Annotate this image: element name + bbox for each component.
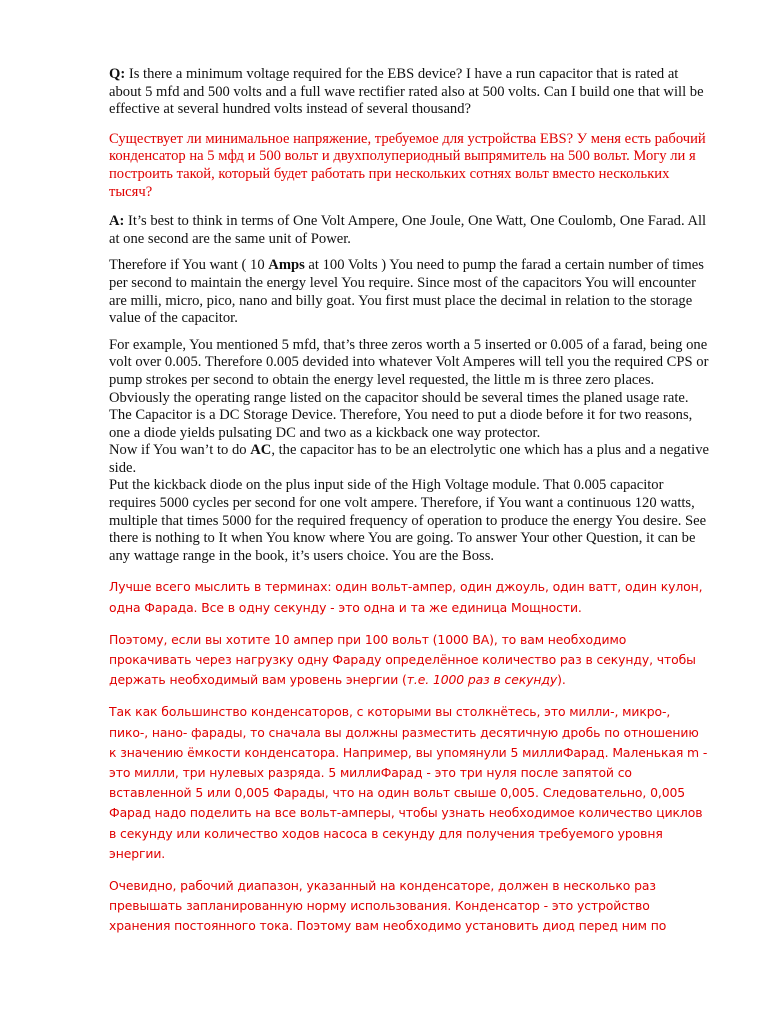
question-text: Is there a minimum voltage required for the EBS device? I have a run capacitor that is rated at about 5 mfd and 500 volts and a full wave rectifier rated also at 500 volts. Can I build one that will be effective at several hundred volts instead of several thousand? — [109, 66, 704, 118]
document-page — [109, 66, 709, 937]
answer-label: A: — [109, 213, 125, 230]
translation-paragraph-4: Очевидно, рабочий диапазон, указанный на конденсаторе, должен в несколько раз превышать запланированную норму использования. Конденсатор - это устройство хранения постоянного тока. Поэтому вам необходимо установить диод перед ним по — [109, 878, 667, 934]
answer-paragraph — [109, 213, 709, 248]
kickback-paragraph: Put the kickback diode on the plus input side of the High Voltage module. That 0.005 capacitor requires 5000 cycles per second for one volt ampere. Therefore, if You want a continuous 120 watts, multiple that times 5000 for the required frequency of operation to produce the energy You desire. See there is nothing to It when You know where You are going. To answer Your other Question, it can be any wattage range in the book, it’s users choice. You are the Boss. — [109, 477, 707, 564]
example-paragraph: For example, You mentioned 5 mfd, that’s three zeros worth a 5 inserted or 0.005 of a farad, being one volt over 0.005. Therefore 0.005 devided into whatever Volt Amperes will tell you the required CPS or pump strokes per second to obtain the energy level requested, the little m is three zero places. Obviously the operating range listed on the capacitor should be several times the planed usage rate. The Capacitor is a DC Storage Device. Therefore, You need to put a diode before it for two reasons, one a diode yields pulsating DC and two as a kickback one way protector. — [109, 336, 709, 441]
translation-2-end: ). — [557, 672, 566, 688]
question-translation: Существует ли минимальное напряжение, требуемое для устройства EBS? У меня есть рабочий конденсатор на 5 мфд и 500 вольт и двухполупериодный выпрямитель на 500 вольт. Могу ли я построить такой, который будет работать при нескольких сотнях вольт вместо нескольких тысяч? — [109, 130, 706, 200]
therefore-text-start: Therefore if You want ( 10 — [109, 257, 269, 274]
therefore-amps: Amps — [268, 257, 305, 274]
therefore-text-end: at 100 Volts ) You need to pump the farad a certain number of times per second to maintain the energy level You require. Since most of the capacitors You will encounter are milli, micro, pico, nano and billy goat. You first must place the decimal in relation to the storage value of the capacitor. — [109, 257, 704, 327]
ac-bold: AC — [250, 442, 272, 459]
ac-text-end: , the capacitor has to be an electrolytic one which has a plus and a negative side. — [109, 442, 709, 476]
ac-text-start: Now if You wan’t to do — [109, 442, 251, 459]
question-paragraph — [109, 66, 709, 119]
translation-paragraph-1: Лучше всего мыслить в терминах: один вольт-ампер, один джоуль, один ватт, один кулон, одна Фарада. Все в одну секунду - это одна и та же единица Мощности. — [109, 579, 703, 615]
answer-text: It’s best to think in terms of One Volt Ampere, One Joule, One Watt, One Coulomb, One Farad. All at one second are the same unit of Power. — [109, 213, 707, 247]
ac-paragraph — [109, 442, 709, 477]
question-label: Q: — [109, 66, 126, 82]
therefore-paragraph — [109, 257, 709, 327]
translation-2-italic: т.е. 1000 раз в секунду — [406, 672, 558, 688]
translation-paragraph-2 — [109, 630, 709, 691]
translation-paragraph-3: Так как большинство конденсаторов, с которыми вы столкнётесь, это милли-, микро-, пико-, нано- фарады, то сначала вы должны разместить десятичную дробь по отношению к значению ёмкости конденсатора. Например, вы упомянули 5 миллиФарад. Маленькая m - это милли, три нулевых разряда. 5 миллиФарад - это три нуля после запятой со вставленной 5 или 0,005 Фарады, что на один вольт свыше 0,005. Следовательно, 0,005 Фарад надо поделить на все вольт-амперы, чтобы узнать необходимое количество циклов в секунду или количество ходов насоса в секунду для получения требуемого уровня энергии. — [109, 704, 708, 861]
translation-2-start: Поэтому, если вы хотите 10 ампер при 100 вольт (1000 ВА), то вам необходимо прокачивать через нагрузку одну Фараду определённое количество раз в секунду, чтобы держать необходимый вам уровень энергии ( — [109, 631, 696, 688]
